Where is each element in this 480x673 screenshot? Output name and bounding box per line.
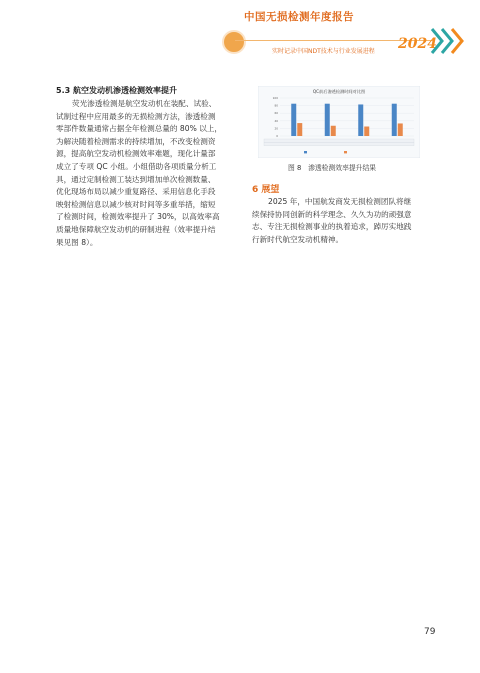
y-tick-label: 80 (274, 103, 278, 108)
y-tick-label: 0 (276, 134, 278, 138)
text-line: 为解决随着检测需求的持续增加，不改变检测资 (56, 136, 216, 146)
chart-bar (398, 123, 403, 136)
y-tick-label: 20 (274, 126, 278, 131)
chart-bar (291, 104, 296, 136)
chart-bar (392, 104, 397, 136)
chart-title: QC前后渗透检测时间对比图 (312, 89, 366, 94)
text-line: 行新时代航空发动机精神。 (252, 234, 344, 244)
chart-data-table (264, 139, 414, 146)
report-title: 中国无损检测年度报告 (244, 11, 354, 23)
text-line: 了检测时间，检测效率提升了 30%，以高效率高 (56, 212, 220, 222)
text-line: 2025 年，中国航发商发无损检测团队将继 (268, 197, 412, 206)
text-line: 志、专注无损检测事业的执着追求，踔厉实地践 (252, 222, 412, 232)
text-line: 质量地保障航空发动机的研制进程（效率提升结 (56, 224, 216, 234)
chart-bar (364, 127, 369, 137)
text-line: 映射检测信息以减少核对时间等多重举措，缩短 (56, 199, 216, 209)
chart-bar (325, 104, 330, 136)
figure-caption: 图 8 渗透检测效率提升结果 (288, 164, 377, 172)
text-line: 具，通过定制检测工装达到增加单次检测数量、 (56, 174, 216, 184)
page-number: 79 (424, 627, 436, 637)
text-line: 试制过程中应用最多的无损检测方法，渗透检测 (56, 111, 216, 121)
section-heading-6: 6 展望 (252, 185, 280, 195)
chart-bar (358, 104, 363, 136)
left-paragraph (56, 98, 240, 249)
report-year: 2024 (398, 36, 437, 52)
header-logo (222, 30, 246, 54)
text-line: 成立了专项 QC 小组。小组借助各项质量分析工 (56, 161, 217, 171)
chart-bar (297, 123, 302, 136)
y-tick-label: 40 (274, 118, 278, 123)
chart-bar (331, 126, 336, 136)
text-line: 零部件数量通常占据全年检测总量的 80% 以上， (56, 124, 222, 134)
text-line: 优化现场布局以减少重复路径、采用信息化手段 (56, 187, 216, 197)
text-line: 果见图 8）。 (56, 237, 98, 247)
right-paragraph (252, 196, 434, 246)
text-line: 荧光渗透检测是航空发动机在装配、试验、 (72, 99, 217, 108)
chevron-arrows-icon (430, 27, 466, 55)
section-heading-5-3: 5.3 航空发动机渗透检测效率提升 (56, 86, 177, 95)
report-subtitle: 实时记录中国NDT技术与行业发展进程 (272, 48, 375, 55)
text-line: 源，提高航空发动机检测效率难题，现化计量部 (56, 149, 216, 159)
text-line: 续保持协同创新的科学理念、久久为功的顽强意 (252, 209, 412, 219)
efficiency-chart (258, 86, 420, 158)
y-tick-label: 100 (272, 96, 278, 100)
y-tick-label: 60 (274, 111, 278, 116)
